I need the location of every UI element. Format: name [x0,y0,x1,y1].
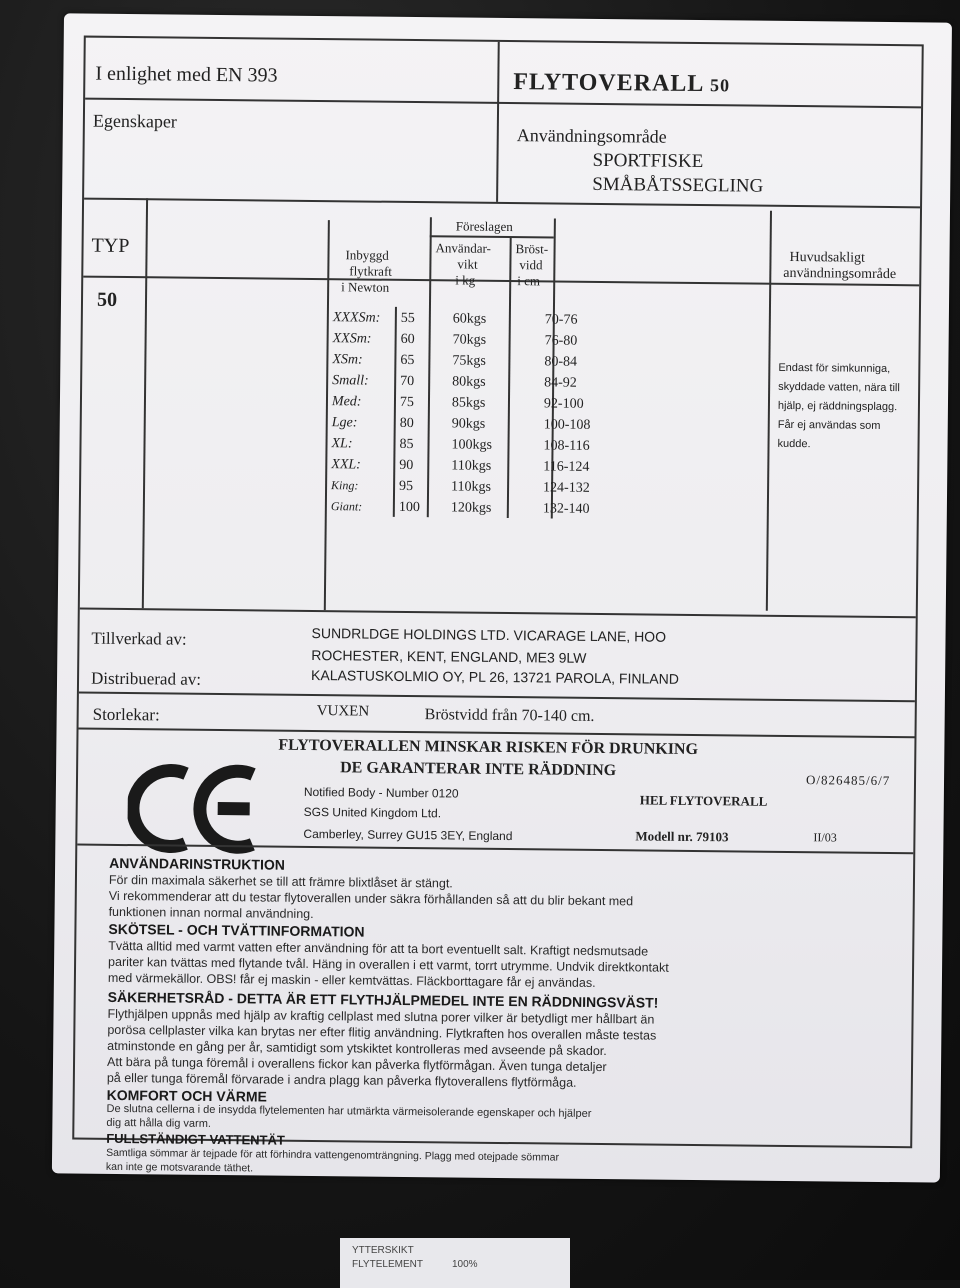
table-row-cm: 80-84 [544,354,578,370]
main-use-text: kudde. [777,437,811,451]
table-row-newton: 90 [399,457,414,474]
divider [427,217,432,517]
divider [393,307,397,517]
table-row-size: XL: [331,436,353,452]
instruction-line: på eller tunga föremål förvarade i andra plagg kan påverka flytoverallens flytförmåga. [106,1070,577,1090]
divider [84,198,920,209]
notified-body-line: Notified Body - Number 0120 [303,784,459,801]
weight-header: i kg [455,272,476,288]
table-row-newton: 65 [400,352,415,369]
divider [430,235,554,238]
instruction-heading: KOMFORT OCH VÄRME [106,1086,267,1105]
model-type: HEL FLYTOVERALL [639,792,768,809]
table-row-newton: 55 [400,310,415,327]
table-row-size: King: [331,478,359,493]
buoyancy-header: Inbyggd [345,247,389,263]
table-row-cm: 100-108 [543,417,591,433]
table-row-kg: 60kgs [452,311,487,327]
instruction-line: De slutna cellerna i de insydda flytelementen har utmärkta värmeisolerande egenskaper och hjälper [106,1102,592,1120]
table-row-kg: 85kgs [451,395,486,411]
typ-value: 50 [96,288,118,311]
table-row-size: XSm: [332,352,363,368]
table-row-kg: 120kgs [450,500,492,516]
instruction-line: dig att hålla dig varm. [106,1116,212,1130]
bottom-care-tag [340,1238,570,1288]
table-row-kg: 110kgs [451,479,492,495]
table-row-cm: 116-124 [543,459,590,475]
chest-header: vidd [519,257,543,273]
sizes-label: Storlekar: [92,704,160,725]
table-row-size: XXXSm: [332,310,381,326]
instruction-heading: ANVÄNDARINSTRUKTION [109,854,285,873]
label-frame [72,36,924,1175]
instruction-heading: FULLSTÄNDIGT VATTENTÄT [106,1130,285,1148]
chest-header: i cm [517,273,541,289]
notified-body-line: SGS United Kingdom Ltd. [303,804,442,821]
bottom-tag-line: FLYTELEMENT [352,1259,423,1270]
notified-body-line: Camberley, Surrey GU15 3EY, England [303,826,513,844]
table-row-cm: 124-132 [543,480,590,496]
usage-label: Användningsområde [516,125,667,147]
ce-mark-icon [127,763,268,854]
weight-header: vikt [457,256,478,272]
divider [142,198,148,608]
table-row-cm: 92-100 [543,396,584,412]
buoyancy-header: i Newton [341,279,390,295]
table-row-kg: 90kgs [451,416,486,432]
table-row-size: Giant: [330,499,363,514]
table-row-cm: 108-116 [543,438,590,454]
weight-header: Användar- [435,240,491,256]
product-title: FLYTOVERALL 50 [513,69,731,98]
divider [79,692,915,703]
table-row-cm: 132-140 [542,501,590,517]
table-row-size: Lge: [331,415,358,431]
table-row-kg: 110kgs [451,458,492,474]
warning-line: DE GARANTERAR INTE RÄDDNING [340,759,617,780]
instruction-line: porösa cellplaster vilka kan brytas ner efter flitig användning. Flytkraften hos overallen måste testas [107,1022,657,1043]
table-row-kg: 100kgs [451,437,493,453]
sizes-range: Bröstvidd från 70-140 cm. [424,706,595,725]
distributor-value: KALASTUSKOLMIO OY, PL 26, 13721 PAROLA, FINLAND [311,666,679,687]
table-row-cm: 70-76 [544,312,578,328]
cert-code: O/826485/6/7 [805,772,891,789]
table-row-newton: 60 [400,331,415,348]
table-row-size: XXL: [331,457,361,473]
table-row-kg: 75kgs [452,353,486,369]
manufacturer-line: SUNDRLDGE HOLDINGS LTD. VICARAGE LANE, HOO [311,624,667,645]
warning-line: FLYTOVERALLEN MINSKAR RISKEN FÖR DRUNKING [278,736,699,759]
model-number: Modell nr. 79103 [635,828,729,845]
table-row-newton: 95 [399,478,414,495]
typ-label: TYP [91,234,130,258]
bottom-tag-line: 100% [452,1259,478,1270]
instruction-line: atminstonde en gång per år, samtidigt som ytskiktet kontrolleras med avseende på skador. [107,1038,607,1059]
usage-item: SPORTFISKE [592,149,704,173]
main-use-text: skyddade vatten, nära till [778,380,900,395]
suggested-label: Föreslagen [455,218,513,235]
main-use-text: Endast för simkunniga, [778,361,891,376]
instruction-line: Tvätta alltid med varmt vatten efter användning för att ta bort eventuellt salt. Kraftigt nedsmutsade [108,938,649,959]
main-use-text: Får ej användas som [777,418,881,432]
instruction-line: kan inte ge motsvarande täthet. [105,1160,254,1175]
garment-label [52,13,952,1182]
divider [766,211,772,611]
manufacturer-label: Tillverkad av: [91,628,187,649]
table-row-kg: 80kgs [452,374,486,390]
date-code: II/03 [813,830,837,845]
instruction-line: pariter kan tvättas med flytande tvål. Häng in overallen i ett varmt, torrt utrymme. Undvik direktkontakt [108,954,669,975]
divider [85,98,921,109]
table-row-size: Med: [331,394,362,410]
chest-header: Bröst- [515,241,549,257]
sizes-group: VUXEN [316,703,370,720]
table-row-size: XXSm: [332,331,372,347]
divider [79,728,915,739]
bottom-tag-line: YTTERSKIKT [352,1245,414,1256]
instruction-heading: SÄKERHETSRÅD - DETTA ÄR ETT FLYTHJÄLPMEDEL INTE EN RÄDDNINGSVÄST! [107,988,659,1011]
properties-label: Egenskaper [92,110,177,132]
instruction-line: Samtliga sömmar är tejpade för att förhindra vattengenomträngning. Plagg med otejpade sömmar [106,1146,560,1164]
table-row-newton: 75 [399,394,415,411]
instruction-line: funktionen innan normal användning. [108,904,314,922]
instruction-line: Att bära på tunga föremål i overallens fickor kan påverka flytförmågan. Även tunga detaljer [106,1054,607,1075]
main-use-text: hjälp, ej räddningsplagg. [777,399,898,414]
distributor-label: Distribuerad av: [90,668,202,689]
table-row-newton: 80 [399,415,414,432]
table-row-cm: 84-92 [544,375,577,391]
table-row-newton: 100 [398,499,420,516]
table-row-newton: 70 [400,373,415,390]
instruction-heading: SKÖTSEL - OCH TVÄTTINFORMATION [108,920,365,940]
instruction-line: För din maximala säkerhet se till att främre blixtlåset är stängt. [108,872,453,891]
usage-item: SMÅBÅTSSEGLING [592,173,764,197]
main-use-header: Huvudsakligt [789,249,866,266]
buoyancy-header: flytkraft [349,263,393,279]
main-use-header: användningsområde [783,265,897,283]
instruction-line: med värmekällor. OBS! får ej maskin - eller kemtvättas. Fläckborttagare får ej användas. [107,970,596,990]
instruction-line: Flythjälpen uppnås med hjälp av kraftig cellplast med slutna porer vilker är betydligt mer hållbart än [107,1006,655,1027]
divider [496,42,499,202]
instruction-line: Vi rekommenderar att du testar flytoverallen under säkra förhållanden så att du blir bekant med [108,888,634,909]
table-row-size: Small: [332,373,369,389]
table-row-newton: 85 [399,436,414,453]
divider [80,608,916,619]
manufacturer-line: ROCHESTER, KENT, ENGLAND, ME3 9LW [311,646,587,666]
standard-text: I enlighet med EN 393 [95,62,278,87]
table-row-kg: 70kgs [452,332,487,348]
table-row-cm: 76-80 [544,333,578,349]
